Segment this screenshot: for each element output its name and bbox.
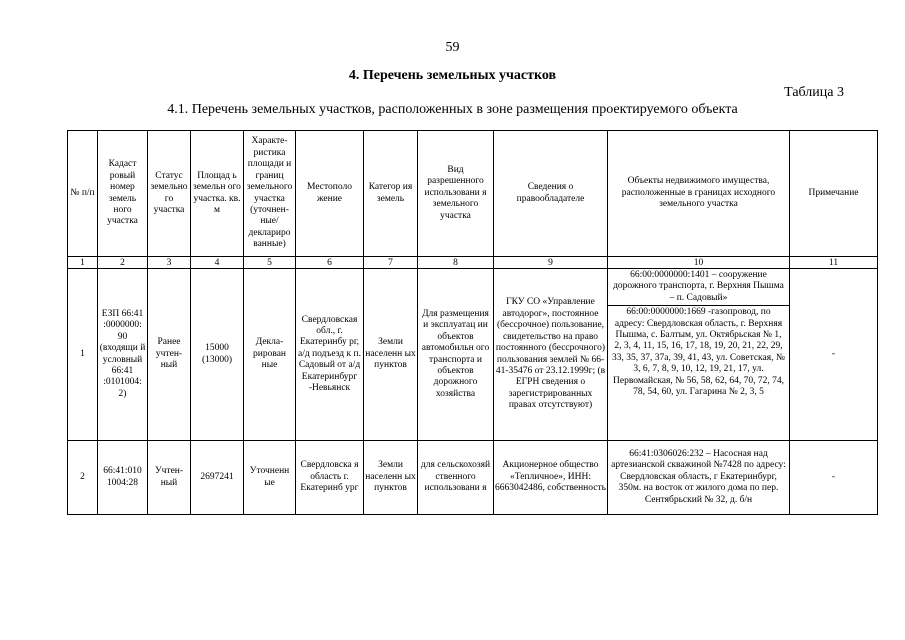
- column-number: 3: [148, 257, 191, 269]
- row-num: 1: [68, 269, 98, 441]
- table-row: [68, 441, 878, 515]
- row-status: Учтен-ный: [148, 441, 191, 515]
- header-note: Примечание: [790, 131, 878, 257]
- row-note: -: [790, 441, 878, 515]
- column-number: 2: [98, 257, 148, 269]
- header-location: Местополо жение: [296, 131, 364, 257]
- header-cadastral: Кадаст ровый номер земель ного участка: [98, 131, 148, 257]
- row-status: Ранее учтен-ный: [148, 269, 191, 441]
- row-location: Свердловска я область г. Екатеринб ург: [296, 441, 364, 515]
- header-status: Статус земельно го участка: [148, 131, 191, 257]
- row-permitted-use: для сельскохозяй ственного использовани я: [418, 441, 494, 515]
- page-number: 59: [445, 40, 460, 55]
- row-category: Земли населенн ых пунктов: [364, 441, 418, 515]
- header-objects: Объекты недвижимого имущества, расположенные в границах исходного земельного участка: [608, 131, 790, 257]
- header-area: Площад ь земельн ого участка. кв. м: [191, 131, 244, 257]
- header-row: [68, 131, 878, 257]
- header-category: Категор ия земель: [364, 131, 418, 257]
- section-title: 4. Перечень земельных участков: [348, 68, 557, 83]
- header-owner: Сведения о правообладателе: [494, 131, 608, 257]
- column-numbers-row: [68, 257, 878, 269]
- header-permitted-use: Вид разрешенного использовани я земельного участка: [418, 131, 494, 257]
- row-object-item: 66:00:0000000:1669 -газопровод, по адресу: Свердловская область, г. Верхняя Пышма, с. Балтым, ул. Октябрьская № 1, 2, 3, 4, 11, 15, 16, 17, 18, 19, 20, 21, 22, 29, 33, 35, 37, 37а, 39, 41, 43, ул. Советская, № 3, 6, 7, 8, 9, 10, 12, 19, 21, 17, ул. Первомайская, № 56, 58, 62, 64, 70, 72, 74, 78, 54, 60, ул. Гагарина № 2, 3, 5: [608, 305, 789, 399]
- column-number: 5: [244, 257, 296, 269]
- row-note: -: [790, 269, 878, 441]
- row-cadastral: ЕЗП 66:41 :0000000: 90 (входящи й условный 66:41 :0101004: 2): [98, 269, 148, 441]
- column-number: 7: [364, 257, 418, 269]
- column-number: 8: [418, 257, 494, 269]
- column-number: 11: [790, 257, 878, 269]
- table-caption: Таблица 3: [784, 85, 844, 100]
- row-cadastral: 66:41:010 1004:28: [98, 441, 148, 515]
- column-number: 6: [296, 257, 364, 269]
- row-category: Земли населенн ых пунктов: [364, 269, 418, 441]
- header-characteristic: Характе-ристика площади и границ земельного участка (уточнен-ные/ деклариро ванные): [244, 131, 296, 257]
- row-location: Свердловская обл., г. Екатеринбу рг, а/д подъезд к п. Садовый от а/д Екатеринбург -Невьянск: [296, 269, 364, 441]
- row-objects: 66:41:0306026:232 – Насосная над артезианской скважиной №7428 по адресу: Свердловская область, г Екатеринбург, 350м. на восток от жилого дома по пер. Сентябрьский № 32, д. б/н: [608, 441, 790, 515]
- column-number: 1: [68, 257, 98, 269]
- column-number: 10: [608, 257, 790, 269]
- row-num: 2: [68, 441, 98, 515]
- header-num: № п/п: [68, 131, 98, 257]
- row-characteristic: Уточненн ые: [244, 441, 296, 515]
- row-area: 2697241: [191, 441, 244, 515]
- column-number: 4: [191, 257, 244, 269]
- column-number: 9: [494, 257, 608, 269]
- row-characteristic: Декла-рирован ные: [244, 269, 296, 441]
- row-area: 15000 (13000): [191, 269, 244, 441]
- row-owner: Акционерное общество «Тепличное», ИНН: 6663042486, собственность: [494, 441, 608, 515]
- row-objects: [608, 269, 790, 441]
- row-permitted-use: Для размещения и эксплуатац ии объектов автомобильн ого транспорта и объектов дорожного хозяйства: [418, 269, 494, 441]
- land-plots-table: [67, 130, 878, 515]
- row-object-item: 66:00:0000000:1401 – сооружение дорожного транспорта, г. Верхняя Пышма – п. Садовый»: [613, 270, 784, 303]
- subsection-title: 4.1. Перечень земельных участков, расположенных в зоне размещения проектируемого объекта: [167, 102, 738, 117]
- table-row: [68, 269, 878, 441]
- row-owner: ГКУ СО «Управление автодорог», постоянное (бессрочное) пользование, свидетельство на право постоянного (бессрочного) пользования землей № 66-41-35476 от 23.12.1999г; (в ЕГРН сведения о зарегистрированных правах отсутствуют): [494, 269, 608, 441]
